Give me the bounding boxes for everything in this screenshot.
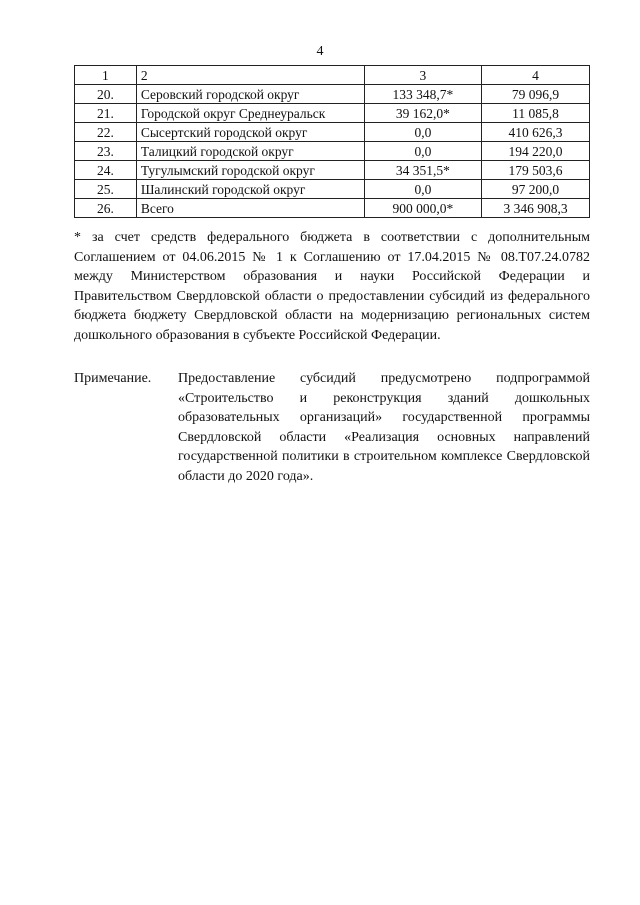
municipality-name: Тугулымский городской округ	[136, 161, 364, 180]
federal-budget-value: 0,0	[364, 142, 481, 161]
municipality-name: Шалинский городской округ	[136, 180, 364, 199]
regional-budget-value: 79 096,9	[482, 85, 590, 104]
row-number: 21.	[75, 104, 137, 123]
row-number: 20.	[75, 85, 137, 104]
row-number: 23.	[75, 142, 137, 161]
federal-budget-value: 133 348,7*	[364, 85, 481, 104]
municipality-name: Талицкий городской округ	[136, 142, 364, 161]
federal-budget-value: 900 000,0*	[364, 199, 481, 218]
column-header-3: 3	[364, 66, 481, 85]
column-header-2: 2	[136, 66, 364, 85]
regional-budget-value: 179 503,6	[482, 161, 590, 180]
table-row	[75, 104, 590, 123]
federal-budget-value: 0,0	[364, 123, 481, 142]
column-header-4: 4	[482, 66, 590, 85]
regional-budget-value: 410 626,3	[482, 123, 590, 142]
table-header-row	[75, 66, 590, 85]
row-number: 25.	[75, 180, 137, 199]
table-row	[75, 123, 590, 142]
table-body	[75, 85, 590, 218]
row-number: 24.	[75, 161, 137, 180]
regional-budget-value: 11 085,8	[482, 104, 590, 123]
table-row	[75, 199, 590, 218]
regional-budget-value: 3 346 908,3	[482, 199, 590, 218]
municipality-name: Серовский городской округ	[136, 85, 364, 104]
table-row	[75, 85, 590, 104]
subsidy-table	[74, 65, 590, 218]
row-number: 22.	[75, 123, 137, 142]
federal-budget-value: 39 162,0*	[364, 104, 481, 123]
federal-budget-value: 34 351,5*	[364, 161, 481, 180]
federal-budget-value: 0,0	[364, 180, 481, 199]
footnote-text: * за счет средств федерального бюджета в соответствии с дополнительным Соглашением от 04.06.2015 № 1 к Соглашению от 17.04.2015 № 08.Т07.24.0782 между Министерством образования и науки Российской Федерации и Правительством Свердловской области о предоставлении субсидий из федерального бюджета бюджету Свердловской области на модернизацию региональных систем дошкольного образования в субъекте Российской Федерации.	[74, 230, 590, 343]
municipality-name: Всего	[136, 199, 364, 218]
regional-budget-value: 194 220,0	[482, 142, 590, 161]
column-header-1: 1	[75, 66, 137, 85]
municipality-name: Городской округ Среднеуральск	[136, 104, 364, 123]
note-label: Примечание.	[74, 371, 152, 386]
table-row	[75, 142, 590, 161]
page-number: 4	[316, 44, 324, 59]
municipality-name: Сысертский городской округ	[136, 123, 364, 142]
regional-budget-value: 97 200,0	[482, 180, 590, 199]
table-row	[75, 161, 590, 180]
note-text: Предоставление субсидий предусмотрено подпрограммой «Строительство и реконструкция зданий дошкольных образовательных организаций» государственной программы Свердловской области «Реализация основных направлений государственной политики в строительном комплексе Свердловской области до 2020 года».	[178, 371, 590, 484]
row-number: 26.	[75, 199, 137, 218]
table-row	[75, 180, 590, 199]
